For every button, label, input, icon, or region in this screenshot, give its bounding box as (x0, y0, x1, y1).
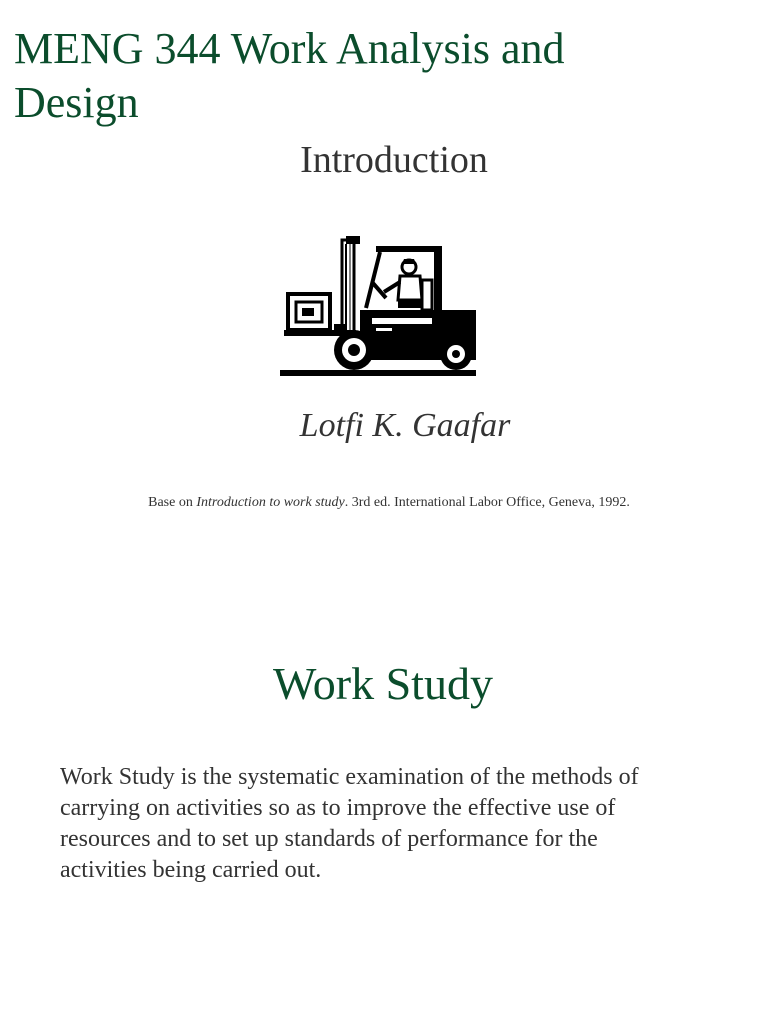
definition-paragraph: Work Study is the systematic examination of the methods of carrying on activities so as to improve the effective use of resources and to set up standards of performance for the activities being carried out. (60, 764, 639, 883)
course-title: MENG 344 Work Analysis and Design (14, 24, 565, 127)
reference-prefix: Base on (148, 495, 197, 510)
reference-citation (0, 494, 768, 512)
reference-suffix: . 3rd ed. International Labor Office, Geneva, 1992. (344, 495, 630, 510)
author-name: Lotfi K. Gaafar (299, 407, 511, 444)
slide-work-study (0, 620, 768, 1024)
forklift-icon (280, 234, 478, 378)
section-title: Work Study (273, 658, 493, 709)
slide-subtitle: Introduction (300, 139, 488, 181)
reference-source-title: Introduction to work study (196, 495, 345, 510)
